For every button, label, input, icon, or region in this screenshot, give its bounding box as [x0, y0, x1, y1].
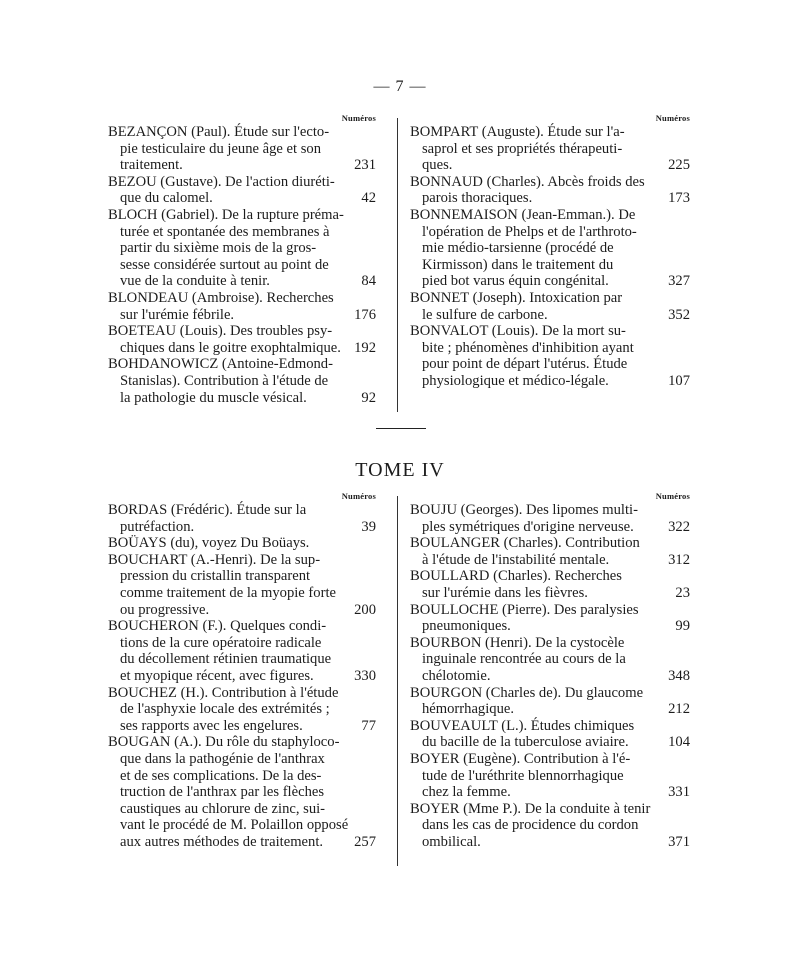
index-entry	[410, 290, 690, 323]
entry-text: saprol et ses propriétés thérapeuti-	[422, 140, 623, 157]
entry-number: 23	[675, 584, 690, 601]
entry-text: pie testiculaire du jeune âge et son	[120, 140, 321, 157]
entry-number: 39	[361, 518, 376, 535]
entry-text: BLOCH (Gabriel). De la rupture préma-	[108, 206, 344, 223]
entry-last-line	[108, 519, 376, 536]
entry-number: 212	[668, 701, 690, 718]
entry-text: BOUCHERON (F.). Quelques condi-	[108, 618, 327, 635]
entry-number: 312	[668, 551, 690, 568]
entry-text: la pathologie du muscle vésical.	[120, 389, 307, 406]
entry-number: 192	[354, 339, 376, 356]
entry-text: que dans la pathogénie de l'anthrax	[120, 750, 325, 767]
entry-text: tude de l'uréthrite blennorrhagique	[422, 767, 624, 784]
entry-text: du décollement rétinien traumatique	[120, 651, 332, 668]
entry-text: BOURBON (Henri). De la cystocèle	[410, 634, 625, 651]
index-entry	[410, 635, 690, 685]
entry-text: vant le procédé de M. Polaillon opposé	[120, 817, 349, 834]
entry-last-line	[108, 602, 376, 619]
entry-last-line	[410, 618, 690, 635]
entry-text: Stanislas). Contribution à l'étude de	[120, 372, 329, 389]
index-entry	[108, 618, 376, 684]
entry-text: tions de la cure opératoire radicale	[120, 634, 322, 651]
index-entry	[410, 174, 690, 207]
entry-last-line	[410, 668, 690, 685]
entry-text: bite ; phénomènes d'inhibition ayant	[422, 339, 634, 356]
page-number: — 7 —	[373, 78, 427, 95]
right-column	[410, 112, 690, 390]
entry-text: ques.	[422, 157, 453, 174]
entry-text: BOHDANOWICZ (Antoine-Edmond-	[108, 356, 333, 373]
column-divider	[397, 118, 398, 412]
entry-text: physiologique et médico-légale.	[422, 372, 609, 389]
entry-text: caustiques au chlorure de zinc, sui-	[120, 800, 326, 817]
index-entry	[108, 124, 376, 174]
entry-text: BOUCHART (A.-Henri). De la sup-	[108, 551, 321, 568]
numeros-label: Numéros	[341, 113, 376, 123]
entry-last-line	[410, 784, 690, 801]
entry-text: mie médio-tarsienne (procédé de	[422, 240, 614, 257]
entry-last-line	[108, 834, 376, 851]
tome-heading: TOME IV	[355, 459, 445, 481]
entry-text: putréfaction.	[120, 518, 195, 535]
entry-text: partir du sixième mois de la gros-	[120, 240, 317, 257]
entry-last-line	[410, 307, 690, 324]
entry-number: 176	[354, 306, 376, 323]
entry-last-line	[108, 273, 376, 290]
index-entry	[108, 535, 376, 552]
entry-last-line	[410, 190, 690, 207]
entry-text: pression du cristallin transparent	[120, 568, 311, 585]
entry-text: BOMPART (Auguste). Étude sur l'a-	[410, 124, 625, 140]
entry-last-line	[410, 734, 690, 751]
entry-text: BOULLOCHE (Pierre). Des paralysies	[410, 601, 639, 618]
index-entry	[108, 734, 376, 850]
entry-last-line	[410, 834, 690, 851]
index-entry	[108, 685, 376, 735]
entry-number: 92	[361, 389, 376, 406]
entry-text: BOURGON (Charles de). Du glaucome	[410, 684, 644, 701]
entry-list	[108, 124, 376, 406]
entry-text: dans les cas de procidence du cordon	[422, 817, 639, 834]
entry-text: et myopique récent, avec figures.	[120, 667, 314, 684]
entry-text: turée et spontanée des membranes à	[120, 223, 330, 240]
entry-number: 331	[668, 784, 690, 801]
entry-number: 327	[668, 273, 690, 290]
index-entry	[108, 502, 376, 535]
entry-text: BOETEAU (Louis). Des troubles psy-	[108, 323, 333, 340]
entry-text: l'opération de Phelps et de l'arthroto-	[422, 223, 637, 240]
entry-text: chez la femme.	[422, 784, 511, 801]
entry-text: pied bot varus équin congénital.	[422, 273, 609, 290]
index-section-tome-iv	[108, 490, 696, 866]
entry-list	[410, 124, 690, 390]
entry-number: 352	[668, 306, 690, 323]
entry-text: comme traitement de la myopie forte	[120, 584, 336, 601]
entry-number: 42	[361, 190, 376, 207]
entry-text: hémorrhagique.	[422, 701, 514, 718]
index-entry	[410, 323, 690, 389]
entry-text: sesse considérée surtout au point de	[120, 256, 329, 273]
numeros-label: Numéros	[655, 113, 690, 123]
entry-number: 225	[668, 157, 690, 174]
entry-last-line	[108, 390, 376, 407]
entry-text: inguinale rencontrée au cours de la	[422, 651, 626, 668]
entry-text: ombilical.	[422, 833, 481, 850]
entry-text: chélotomie.	[422, 667, 491, 684]
entry-last-line	[108, 535, 376, 552]
index-entry	[410, 602, 690, 635]
entry-text: le sulfure de carbone.	[422, 306, 548, 323]
entry-text: ou progressive.	[120, 601, 210, 618]
entry-text: Kirmisson) dans le traitement du	[422, 256, 614, 273]
entry-last-line	[410, 157, 690, 174]
entry-text: sur l'urémie dans les fièvres.	[422, 584, 588, 601]
entry-text: sur l'urémie fébrile.	[120, 306, 235, 323]
entry-text: vue de la conduite à tenir.	[120, 273, 270, 290]
entry-last-line	[108, 668, 376, 685]
entry-text: BLONDEAU (Ambroise). Recherches	[108, 289, 334, 306]
entry-text: ples symétriques d'origine nerveuse.	[422, 518, 634, 535]
column-divider	[397, 496, 398, 866]
entry-text: BONNET (Joseph). Intoxication par	[410, 289, 623, 306]
index-entry	[410, 751, 690, 801]
entry-last-line	[410, 273, 690, 290]
entry-text: BEZANÇON (Paul). Étude sur l'ecto-	[108, 124, 330, 140]
index-entry	[410, 502, 690, 535]
index-entry	[410, 685, 690, 718]
entry-number: 371	[668, 833, 690, 850]
entry-number: 104	[668, 734, 690, 751]
entry-number: 99	[675, 618, 690, 635]
entry-number: 330	[354, 667, 376, 684]
index-section-tome-iii	[108, 112, 696, 412]
index-entry	[108, 356, 376, 406]
entry-number: 231	[354, 157, 376, 174]
entry-text: que du calomel.	[120, 190, 213, 207]
entry-text: BONNAUD (Charles). Abcès froids des	[410, 173, 645, 190]
index-entry	[410, 207, 690, 290]
index-entry	[410, 718, 690, 751]
entry-text: BOYER (Eugène). Contribution à l'é-	[410, 750, 631, 767]
entry-last-line	[108, 340, 376, 357]
entry-text: à l'étude de l'instabilité mentale.	[422, 551, 610, 568]
entry-last-line	[410, 552, 690, 569]
entry-list	[108, 502, 376, 850]
index-entry	[108, 552, 376, 618]
entry-text: BOYER (Mme P.). De la conduite à tenir	[410, 800, 651, 817]
entry-text: du bacille de la tuberculose aviaire.	[422, 734, 629, 751]
left-column	[108, 112, 376, 406]
entry-last-line	[410, 519, 690, 536]
index-entry	[108, 323, 376, 356]
entry-number: 84	[361, 273, 376, 290]
entry-text: traitement.	[120, 157, 183, 174]
index-entry	[410, 124, 690, 174]
entry-last-line	[108, 157, 376, 174]
entry-last-line	[108, 307, 376, 324]
entry-text: BONVALOT (Louis). De la mort su-	[410, 323, 626, 340]
entry-last-line	[410, 373, 690, 390]
entry-text: ses rapports avec les engelures.	[120, 717, 303, 734]
entry-text: pneumoniques.	[422, 618, 511, 635]
entry-number: 107	[668, 372, 690, 389]
entry-number: 173	[668, 190, 690, 207]
entry-text: BORDAS (Frédéric). Étude sur la	[108, 502, 307, 518]
entry-text: chiques dans le goitre exophtalmique.	[120, 339, 341, 356]
entry-text: BOÜAYS (du), voyez Du Boüays.	[108, 535, 310, 552]
entry-number: 77	[361, 717, 376, 734]
entry-number: 200	[354, 601, 376, 618]
right-column	[410, 490, 690, 850]
entry-text: BOUGAN (A.). Du rôle du staphyloco-	[108, 734, 340, 751]
entry-text: BOUJU (Georges). Des lipomes multi-	[410, 502, 638, 518]
entry-text: BOULLARD (Charles). Recherches	[410, 568, 622, 585]
index-entry	[108, 207, 376, 290]
entry-text: BONNEMAISON (Jean-Emman.). De	[410, 206, 636, 223]
entry-text: BEZOU (Gustave). De l'action diuréti-	[108, 173, 335, 190]
entry-number: 322	[668, 518, 690, 535]
numeros-label: Numéros	[341, 491, 376, 501]
entry-text: truction de l'anthrax par les flèches	[120, 784, 325, 801]
index-entry	[410, 568, 690, 601]
section-separator-rule	[376, 428, 426, 429]
entry-text: BOULANGER (Charles). Contribution	[410, 535, 640, 552]
entry-number: 257	[354, 833, 376, 850]
entry-number: 348	[668, 667, 690, 684]
left-column	[108, 490, 376, 850]
entry-text: BOUCHEZ (H.). Contribution à l'étude	[108, 684, 339, 701]
entry-text: pour point de départ l'utérus. Étude	[422, 356, 628, 373]
numeros-label: Numéros	[655, 491, 690, 501]
index-entry	[108, 290, 376, 323]
entry-last-line	[108, 190, 376, 207]
entry-last-line	[108, 718, 376, 735]
entry-last-line	[410, 585, 690, 602]
index-entry	[108, 174, 376, 207]
index-entry	[410, 535, 690, 568]
index-entry	[410, 801, 690, 851]
entry-text: parois thoraciques.	[422, 190, 533, 207]
entry-text: de l'asphyxie locale des extrémités ;	[120, 701, 330, 718]
entry-list	[410, 502, 690, 850]
entry-last-line	[410, 701, 690, 718]
entry-text: aux autres méthodes de traitement.	[120, 833, 324, 850]
entry-text: et de ses complications. De la des-	[120, 767, 322, 784]
entry-text: BOUVEAULT (L.). Études chimiques	[410, 717, 635, 734]
